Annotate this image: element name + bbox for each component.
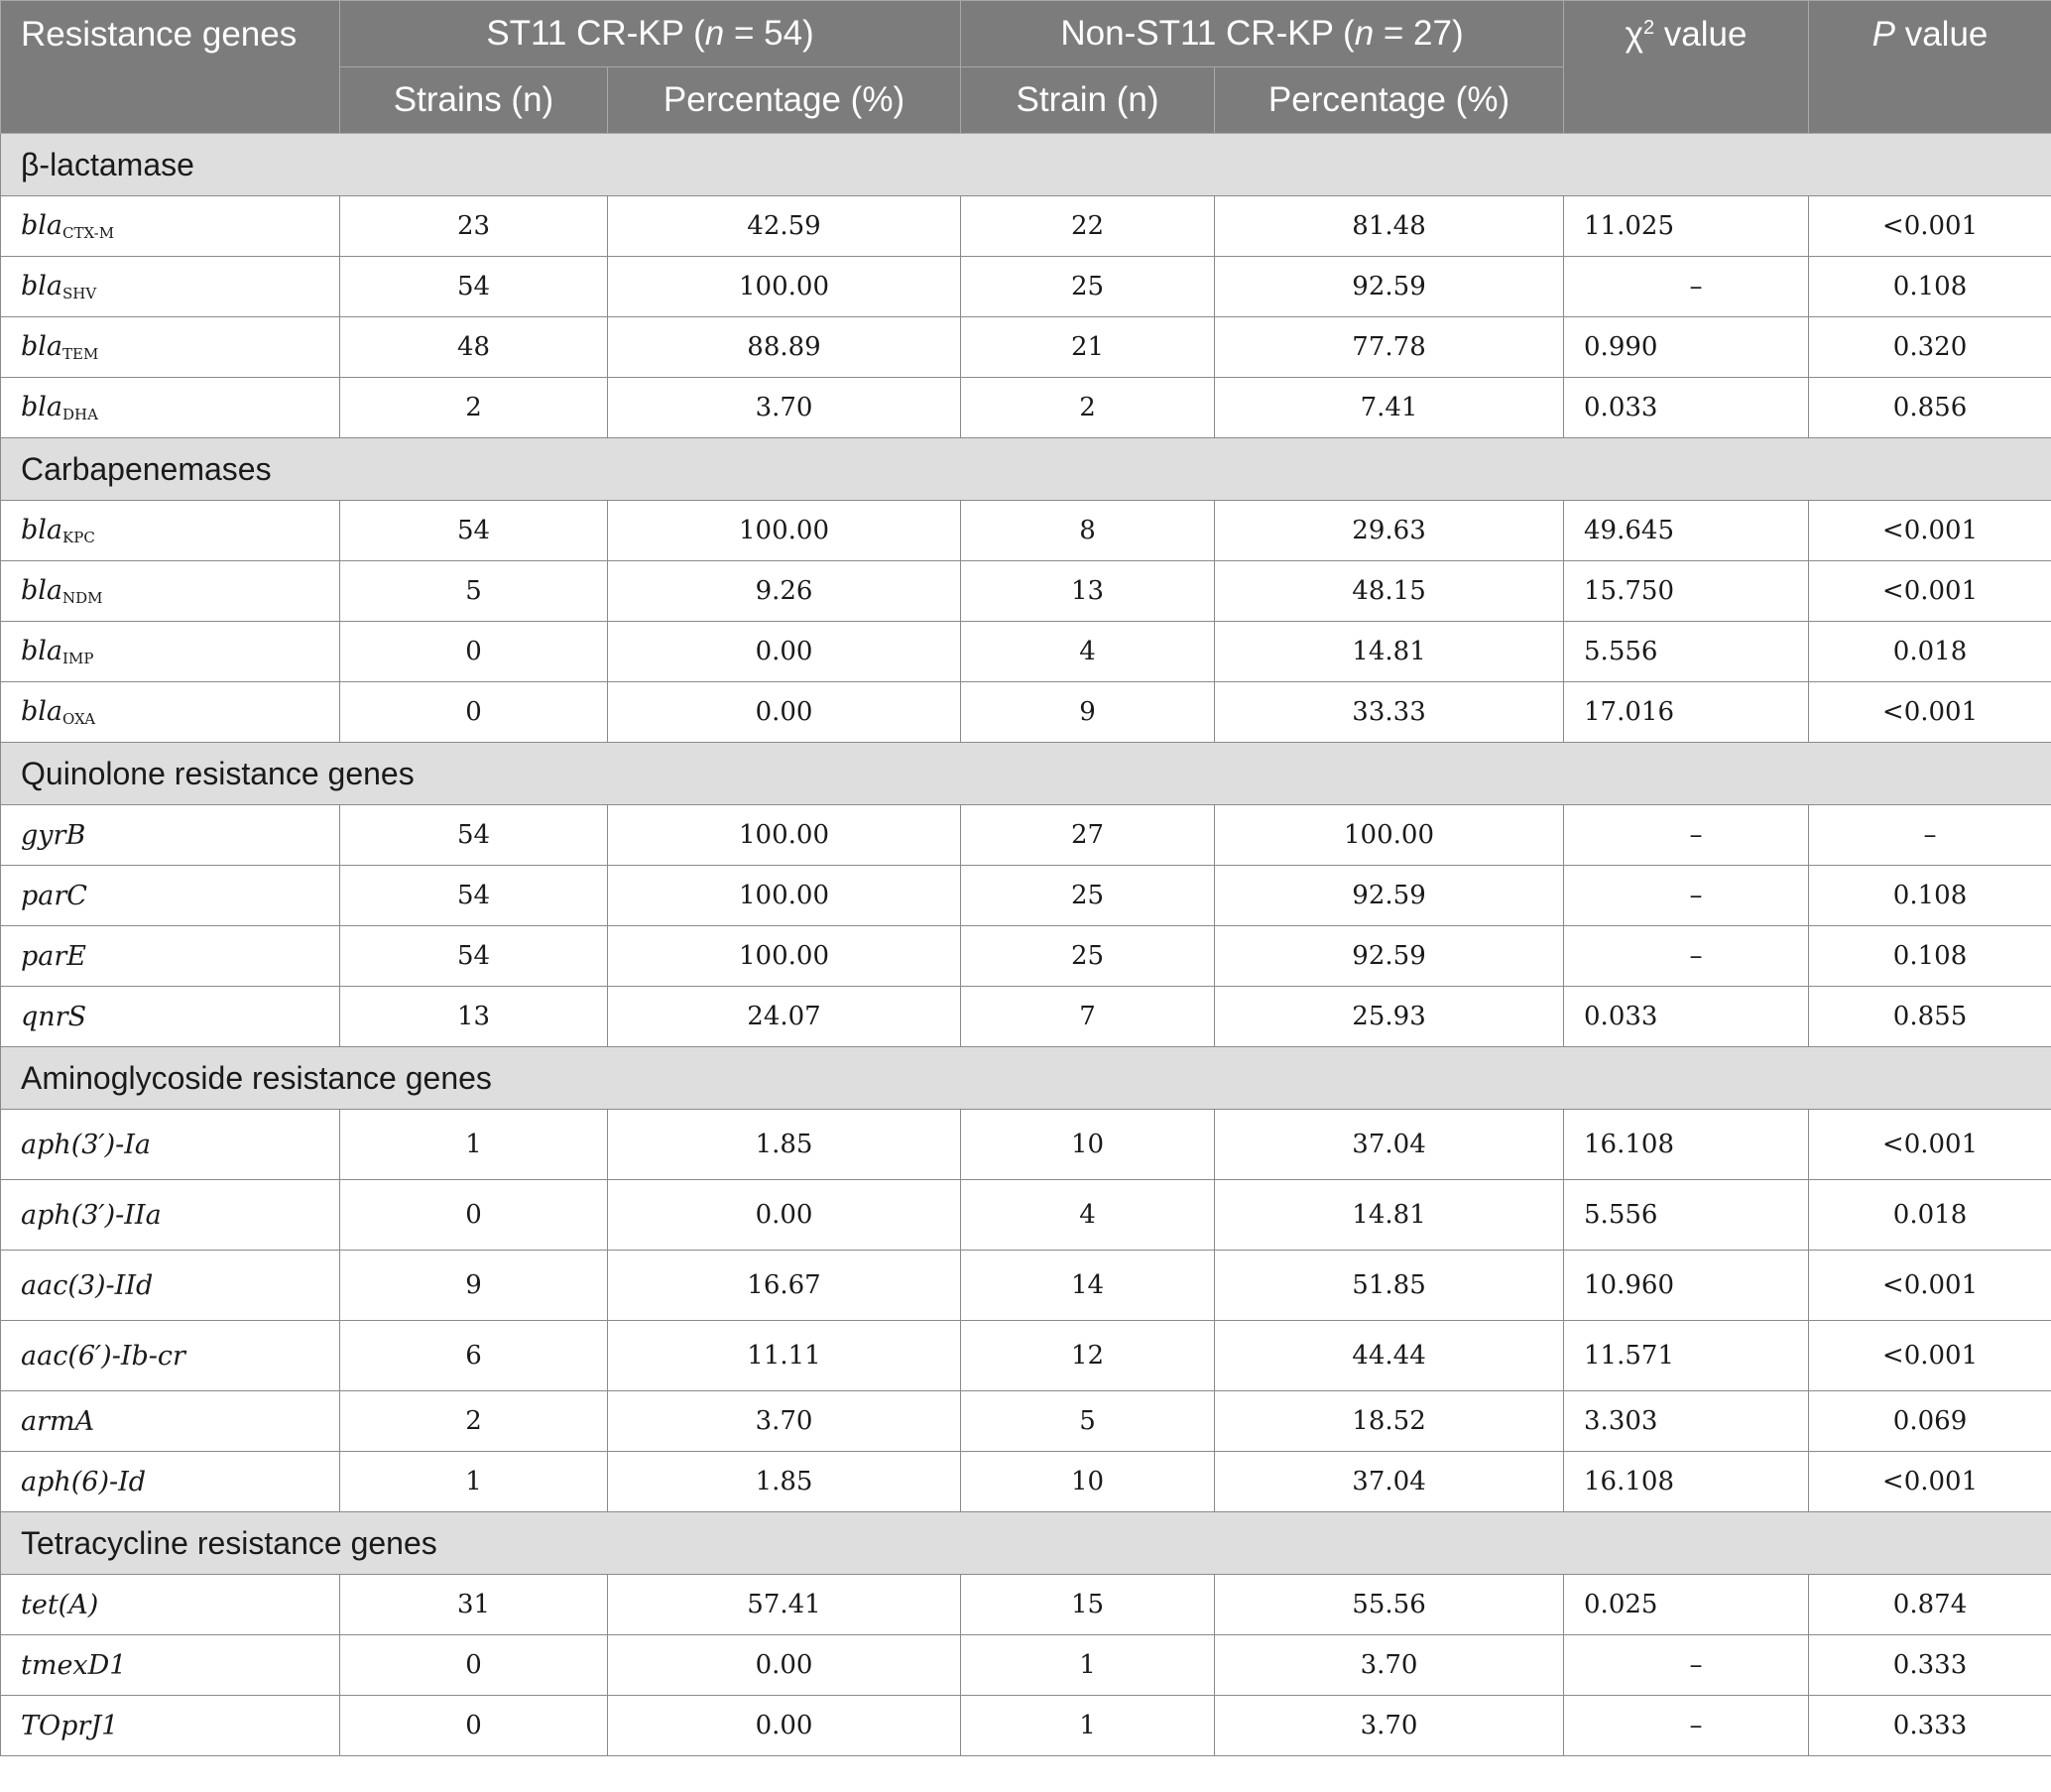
gene-name: gyrB bbox=[21, 819, 86, 851]
non-st11-strains-cell: 13 bbox=[961, 561, 1215, 622]
st11-percentage-cell: 0.00 bbox=[608, 1180, 961, 1251]
chi-square-cell: 0.990 bbox=[1564, 317, 1809, 378]
st11-percentage-cell: 100.00 bbox=[608, 866, 961, 926]
table-row bbox=[1, 866, 2051, 926]
gene-name-cell bbox=[1, 1391, 340, 1452]
gene-name-cell bbox=[1, 1110, 340, 1180]
st11-percentage-cell: 0.00 bbox=[608, 682, 961, 743]
st11-strains-cell: 54 bbox=[340, 866, 608, 926]
gene-name: bla bbox=[21, 515, 63, 545]
st11-percentage-cell: 3.70 bbox=[608, 378, 961, 438]
st11-strains-cell: 54 bbox=[340, 805, 608, 866]
table-row bbox=[1, 378, 2051, 438]
st11-percentage-cell: 24.07 bbox=[608, 987, 961, 1047]
non-st11-strains-cell: 4 bbox=[961, 1180, 1215, 1251]
non-st11-percentage-cell: 92.59 bbox=[1215, 257, 1564, 317]
header-non-st11-percentage: Percentage (%) bbox=[1215, 67, 1564, 134]
gene-name: parC bbox=[21, 880, 87, 911]
non-st11-percentage-cell: 55.56 bbox=[1215, 1575, 1564, 1635]
gene-name-cell bbox=[1, 1575, 340, 1635]
table-row bbox=[1, 501, 2051, 561]
gene-name: aph(3′)-Ia bbox=[21, 1129, 152, 1160]
gene-name-cell bbox=[1, 378, 340, 438]
gene-name-cell bbox=[1, 866, 340, 926]
st11-percentage-cell: 57.41 bbox=[608, 1575, 961, 1635]
table-row bbox=[1, 987, 2051, 1047]
section-title: Tetracycline resistance genes bbox=[1, 1512, 2051, 1575]
gene-subscript: OXA bbox=[62, 710, 96, 728]
gene-subscript: SHV bbox=[62, 285, 97, 302]
gene-name-cell bbox=[1, 1452, 340, 1512]
gene-subscript: CTX-M bbox=[62, 224, 115, 242]
non-st11-strains-cell: 2 bbox=[961, 378, 1215, 438]
table-row bbox=[1, 1110, 2051, 1180]
gene-subscript: TEM bbox=[62, 345, 99, 363]
chi-square-cell: 49.645 bbox=[1564, 501, 1809, 561]
st11-percentage-cell: 16.67 bbox=[608, 1251, 961, 1321]
st11-strains-cell: 0 bbox=[340, 1635, 608, 1696]
table-header bbox=[1, 1, 2051, 134]
section-title: Quinolone resistance genes bbox=[1, 743, 2051, 805]
non-st11-strains-cell: 25 bbox=[961, 257, 1215, 317]
non-st11-percentage-cell: 18.52 bbox=[1215, 1391, 1564, 1452]
p-value-cell: <0.001 bbox=[1809, 561, 2051, 622]
table-row bbox=[1, 622, 2051, 682]
section-header-row bbox=[1, 134, 2051, 196]
gene-name: tet(A) bbox=[21, 1589, 99, 1620]
gene-name-cell bbox=[1, 561, 340, 622]
header-st11-percentage: Percentage (%) bbox=[608, 67, 961, 134]
table-row bbox=[1, 1575, 2051, 1635]
header-resistance-genes: Resistance genes bbox=[1, 1, 340, 134]
non-st11-strains-cell: 25 bbox=[961, 866, 1215, 926]
st11-percentage-cell: 100.00 bbox=[608, 805, 961, 866]
non-st11-percentage-cell: 92.59 bbox=[1215, 926, 1564, 987]
st11-percentage-cell: 1.85 bbox=[608, 1110, 961, 1180]
chi-square-cell: – bbox=[1564, 805, 1809, 866]
st11-strains-cell: 23 bbox=[340, 196, 608, 257]
non-st11-percentage-cell: 48.15 bbox=[1215, 561, 1564, 622]
gene-name: bla bbox=[21, 575, 63, 606]
gene-name-cell bbox=[1, 1321, 340, 1391]
table-row bbox=[1, 805, 2051, 866]
chi-square-cell: – bbox=[1564, 866, 1809, 926]
p-value-cell: <0.001 bbox=[1809, 1110, 2051, 1180]
non-st11-percentage-cell: 44.44 bbox=[1215, 1321, 1564, 1391]
non-st11-strains-cell: 10 bbox=[961, 1452, 1215, 1512]
p-value-cell: 0.018 bbox=[1809, 622, 2051, 682]
gene-name-cell bbox=[1, 196, 340, 257]
non-st11-percentage-cell: 14.81 bbox=[1215, 1180, 1564, 1251]
st11-percentage-cell: 9.26 bbox=[608, 561, 961, 622]
st11-strains-cell: 9 bbox=[340, 1251, 608, 1321]
section-header-row bbox=[1, 438, 2051, 501]
gene-name: aac(6′)-Ib-cr bbox=[21, 1340, 185, 1372]
table-row bbox=[1, 1391, 2051, 1452]
gene-name-cell bbox=[1, 1696, 340, 1756]
section-title: Aminoglycoside resistance genes bbox=[1, 1047, 2051, 1110]
p-value-cell: 0.333 bbox=[1809, 1696, 2051, 1756]
chi-square-cell: 17.016 bbox=[1564, 682, 1809, 743]
st11-strains-cell: 13 bbox=[340, 987, 608, 1047]
gene-name: qnrS bbox=[21, 1001, 87, 1032]
table-row bbox=[1, 1251, 2051, 1321]
non-st11-percentage-cell: 77.78 bbox=[1215, 317, 1564, 378]
non-st11-percentage-cell: 7.41 bbox=[1215, 378, 1564, 438]
chi-square-cell: 16.108 bbox=[1564, 1110, 1809, 1180]
st11-strains-cell: 54 bbox=[340, 501, 608, 561]
st11-percentage-cell: 0.00 bbox=[608, 1696, 961, 1756]
p-value-cell: <0.001 bbox=[1809, 501, 2051, 561]
st11-strains-cell: 0 bbox=[340, 1180, 608, 1251]
chi-square-cell: 0.033 bbox=[1564, 987, 1809, 1047]
gene-name-cell bbox=[1, 501, 340, 561]
gene-subscript: IMP bbox=[62, 650, 94, 667]
chi-square-cell: 10.960 bbox=[1564, 1251, 1809, 1321]
gene-name: aac(3)-IId bbox=[21, 1269, 154, 1301]
p-value-cell: <0.001 bbox=[1809, 1251, 2051, 1321]
non-st11-strains-cell: 9 bbox=[961, 682, 1215, 743]
non-st11-strains-cell: 1 bbox=[961, 1696, 1215, 1756]
chi-square-cell: 3.303 bbox=[1564, 1391, 1809, 1452]
p-value-cell: 0.856 bbox=[1809, 378, 2051, 438]
st11-percentage-cell: 100.00 bbox=[608, 257, 961, 317]
chi-square-cell: – bbox=[1564, 926, 1809, 987]
st11-strains-cell: 31 bbox=[340, 1575, 608, 1635]
header-chi-square: $\chi^2$ value bbox=[1564, 1, 1809, 134]
chi-square-cell: – bbox=[1564, 1635, 1809, 1696]
gene-name-cell bbox=[1, 1251, 340, 1321]
header-group-non-st11: Non-ST11 CR-KP (n = 27) bbox=[961, 1, 1564, 67]
st11-strains-cell: 0 bbox=[340, 682, 608, 743]
non-st11-percentage-cell: 3.70 bbox=[1215, 1635, 1564, 1696]
gene-name: bla bbox=[21, 696, 63, 727]
chi-square-cell: 5.556 bbox=[1564, 1180, 1809, 1251]
table-row bbox=[1, 1452, 2051, 1512]
p-value-cell: <0.001 bbox=[1809, 1452, 2051, 1512]
header-non-st11-strains: Strain (n) bbox=[961, 67, 1215, 134]
gene-name: bla bbox=[21, 636, 63, 666]
non-st11-percentage-cell: 100.00 bbox=[1215, 805, 1564, 866]
gene-name-cell bbox=[1, 987, 340, 1047]
st11-strains-cell: 1 bbox=[340, 1110, 608, 1180]
section-title: β-lactamase bbox=[1, 134, 2051, 196]
non-st11-strains-cell: 27 bbox=[961, 805, 1215, 866]
non-st11-strains-cell: 4 bbox=[961, 622, 1215, 682]
st11-strains-cell: 5 bbox=[340, 561, 608, 622]
st11-percentage-cell: 88.89 bbox=[608, 317, 961, 378]
st11-percentage-cell: 1.85 bbox=[608, 1452, 961, 1512]
table-row bbox=[1, 196, 2051, 257]
st11-strains-cell: 1 bbox=[340, 1452, 608, 1512]
gene-subscript: KPC bbox=[62, 529, 95, 546]
st11-percentage-cell: 100.00 bbox=[608, 501, 961, 561]
gene-name: armA bbox=[21, 1405, 95, 1437]
table-row bbox=[1, 317, 2051, 378]
header-st11-strains: Strains (n) bbox=[340, 67, 608, 134]
table-row bbox=[1, 1180, 2051, 1251]
chi-square-cell: 0.025 bbox=[1564, 1575, 1809, 1635]
st11-percentage-cell: 3.70 bbox=[608, 1391, 961, 1452]
p-value-cell: 0.333 bbox=[1809, 1635, 2051, 1696]
non-st11-percentage-cell: 51.85 bbox=[1215, 1251, 1564, 1321]
chi-square-cell: 16.108 bbox=[1564, 1452, 1809, 1512]
st11-percentage-cell: 0.00 bbox=[608, 622, 961, 682]
chi-square-cell: 0.033 bbox=[1564, 378, 1809, 438]
st11-strains-cell: 54 bbox=[340, 926, 608, 987]
chi-square-cell: – bbox=[1564, 257, 1809, 317]
p-value-cell: 0.320 bbox=[1809, 317, 2051, 378]
table-row bbox=[1, 1696, 2051, 1756]
gene-name: bla bbox=[21, 331, 63, 362]
non-st11-percentage-cell: 33.33 bbox=[1215, 682, 1564, 743]
gene-name-cell bbox=[1, 317, 340, 378]
table-row bbox=[1, 1321, 2051, 1391]
gene-name-cell bbox=[1, 1180, 340, 1251]
non-st11-percentage-cell: 14.81 bbox=[1215, 622, 1564, 682]
chi-square-cell: 11.571 bbox=[1564, 1321, 1809, 1391]
section-title: Carbapenemases bbox=[1, 438, 2051, 501]
non-st11-strains-cell: 8 bbox=[961, 501, 1215, 561]
non-st11-percentage-cell: 25.93 bbox=[1215, 987, 1564, 1047]
gene-name: tmexD1 bbox=[21, 1649, 127, 1681]
table-row bbox=[1, 257, 2051, 317]
st11-strains-cell: 0 bbox=[340, 622, 608, 682]
p-value-cell: – bbox=[1809, 805, 2051, 866]
st11-strains-cell: 2 bbox=[340, 1391, 608, 1452]
section-header-row bbox=[1, 1047, 2051, 1110]
st11-percentage-cell: 0.00 bbox=[608, 1635, 961, 1696]
section-header-row bbox=[1, 743, 2051, 805]
table-body bbox=[1, 134, 2051, 1756]
table-row bbox=[1, 926, 2051, 987]
non-st11-strains-cell: 1 bbox=[961, 1635, 1215, 1696]
gene-name: bla bbox=[21, 271, 63, 301]
p-value-cell: 0.855 bbox=[1809, 987, 2051, 1047]
p-value-cell: 0.108 bbox=[1809, 257, 2051, 317]
p-value-cell: 0.069 bbox=[1809, 1391, 2051, 1452]
non-st11-strains-cell: 22 bbox=[961, 196, 1215, 257]
chi-square-cell: 11.025 bbox=[1564, 196, 1809, 257]
st11-percentage-cell: 42.59 bbox=[608, 196, 961, 257]
st11-strains-cell: 6 bbox=[340, 1321, 608, 1391]
chi-square-cell: – bbox=[1564, 1696, 1809, 1756]
non-st11-strains-cell: 15 bbox=[961, 1575, 1215, 1635]
non-st11-percentage-cell: 3.70 bbox=[1215, 1696, 1564, 1756]
non-st11-strains-cell: 10 bbox=[961, 1110, 1215, 1180]
non-st11-strains-cell: 12 bbox=[961, 1321, 1215, 1391]
gene-name-cell bbox=[1, 257, 340, 317]
p-value-cell: <0.001 bbox=[1809, 1321, 2051, 1391]
chi-square-cell: 5.556 bbox=[1564, 622, 1809, 682]
p-value-cell: <0.001 bbox=[1809, 196, 2051, 257]
p-value-cell: <0.001 bbox=[1809, 682, 2051, 743]
non-st11-strains-cell: 25 bbox=[961, 926, 1215, 987]
non-st11-percentage-cell: 92.59 bbox=[1215, 866, 1564, 926]
non-st11-percentage-cell: 37.04 bbox=[1215, 1452, 1564, 1512]
p-value-cell: 0.018 bbox=[1809, 1180, 2051, 1251]
gene-name-cell bbox=[1, 682, 340, 743]
non-st11-percentage-cell: 37.04 bbox=[1215, 1110, 1564, 1180]
gene-name-cell bbox=[1, 805, 340, 866]
header-p-value: P value bbox=[1809, 1, 2051, 134]
table-row bbox=[1, 682, 2051, 743]
header-group-st11: ST11 CR-KP (n = 54) bbox=[340, 1, 961, 67]
table-row bbox=[1, 561, 2051, 622]
gene-name-cell bbox=[1, 1635, 340, 1696]
non-st11-strains-cell: 7 bbox=[961, 987, 1215, 1047]
non-st11-percentage-cell: 81.48 bbox=[1215, 196, 1564, 257]
section-header-row bbox=[1, 1512, 2051, 1575]
st11-strains-cell: 48 bbox=[340, 317, 608, 378]
p-value-cell: 0.874 bbox=[1809, 1575, 2051, 1635]
p-value-cell: 0.108 bbox=[1809, 866, 2051, 926]
gene-name: aph(3′)-IIa bbox=[21, 1199, 162, 1231]
non-st11-strains-cell: 21 bbox=[961, 317, 1215, 378]
st11-strains-cell: 2 bbox=[340, 378, 608, 438]
gene-subscript: DHA bbox=[62, 406, 98, 423]
non-st11-percentage-cell: 29.63 bbox=[1215, 501, 1564, 561]
p-value-cell: 0.108 bbox=[1809, 926, 2051, 987]
st11-strains-cell: 0 bbox=[340, 1696, 608, 1756]
non-st11-strains-cell: 5 bbox=[961, 1391, 1215, 1452]
gene-name: parE bbox=[21, 940, 86, 972]
table-row bbox=[1, 1635, 2051, 1696]
gene-subscript: NDM bbox=[62, 589, 103, 607]
non-st11-strains-cell: 14 bbox=[961, 1251, 1215, 1321]
gene-name-cell bbox=[1, 622, 340, 682]
st11-strains-cell: 54 bbox=[340, 257, 608, 317]
gene-name: bla bbox=[21, 210, 63, 241]
chi-square-cell: 15.750 bbox=[1564, 561, 1809, 622]
gene-name: aph(6)-Id bbox=[21, 1466, 147, 1497]
gene-name-cell bbox=[1, 926, 340, 987]
gene-name: bla bbox=[21, 392, 63, 422]
st11-percentage-cell: 11.11 bbox=[608, 1321, 961, 1391]
gene-name: TOprJ1 bbox=[21, 1710, 119, 1741]
st11-percentage-cell: 100.00 bbox=[608, 926, 961, 987]
